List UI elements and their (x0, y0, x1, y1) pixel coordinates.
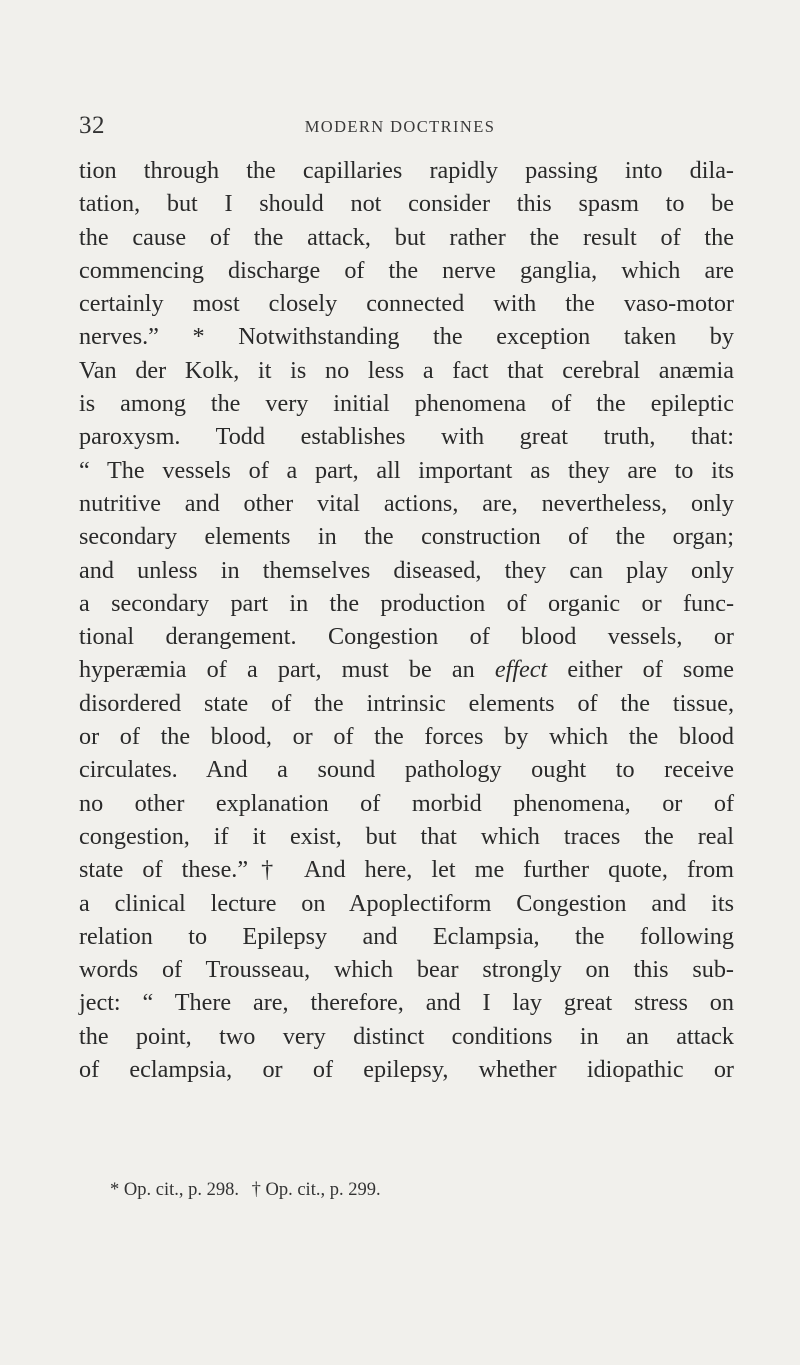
footnote-1: * Op. cit., p. 298. (110, 1180, 239, 1200)
text-line-12: secondary elements in the construction of the organ; (79, 523, 734, 551)
text-line-16-after: either of some (547, 656, 734, 684)
text-line-2: tation, but I should not consider this spasm to be (79, 190, 734, 218)
text-line-18: or of the blood, or of the forces by which the blood (79, 723, 734, 751)
text-line-15: tional derangement. Congestion of blood vessels, or (79, 623, 734, 651)
text-line-28: of eclampsia, or of epilepsy, whether idiopathic or (79, 1056, 734, 1084)
footnote-2: † Op. cit., p. 299. (251, 1180, 381, 1200)
text-line-13: and unless in themselves diseased, they can play only (79, 556, 734, 584)
text-line-4: commencing discharge of the nerve ganglia, which are (79, 256, 734, 284)
text-line-26: ject: “ There are, therefore, and I lay great stress on (79, 989, 734, 1017)
text-line-16-before: hyperæmia of a part, must be an (79, 656, 495, 684)
body-text (79, 154, 734, 1086)
text-line-27: the point, two very distinct conditions in an attack (79, 1022, 734, 1050)
text-line-14: a secondary part in the production of organic or func- (79, 589, 734, 617)
text-line-6: nerves.” * Notwithstanding the exception taken by (79, 323, 734, 351)
page-number: 32 (79, 112, 105, 139)
text-line-11: nutritive and other vital actions, are, nevertheless, only (79, 489, 734, 517)
text-line-23: a clinical lecture on Apoplectiform Congestion and its (79, 889, 734, 917)
text-line-25: words of Trousseau, which bear strongly on this sub- (79, 956, 734, 984)
italic-effect: effect (494, 656, 548, 684)
text-line-16 (79, 653, 734, 686)
text-line-3: the cause of the attack, but rather the result of the (79, 223, 734, 251)
text-line-9: paroxysm. Todd establishes with great truth, that: (79, 423, 734, 451)
footnotes (110, 1180, 389, 1201)
text-line-5: certainly most closely connected with the vaso-motor (79, 290, 734, 318)
text-line-21: congestion, if it exist, but that which traces the real (79, 822, 734, 850)
text-line-10: “ The vessels of a part, all important as they are to its (79, 456, 734, 484)
text-line-8: is among the very initial phenomena of the epileptic (79, 390, 734, 418)
text-line-17: disordered state of the intrinsic elements of the tissue, (79, 689, 734, 717)
text-line-1: tion through the capillaries rapidly passing into dila- (79, 157, 734, 184)
text-line-24: relation to Epilepsy and Eclampsia, the following (79, 922, 734, 950)
running-head: MODERN DOCTRINES (304, 117, 496, 136)
text-line-19: circulates. And a sound pathology ought to receive (79, 756, 734, 784)
text-line-7: Van der Kolk, it is no less a fact that cerebral anæmia (79, 356, 734, 384)
text-line-22: state of these.”† And here, let me further quote, from (79, 856, 734, 884)
text-line-20: no other explanation of morbid phenomena, or of (79, 789, 734, 817)
